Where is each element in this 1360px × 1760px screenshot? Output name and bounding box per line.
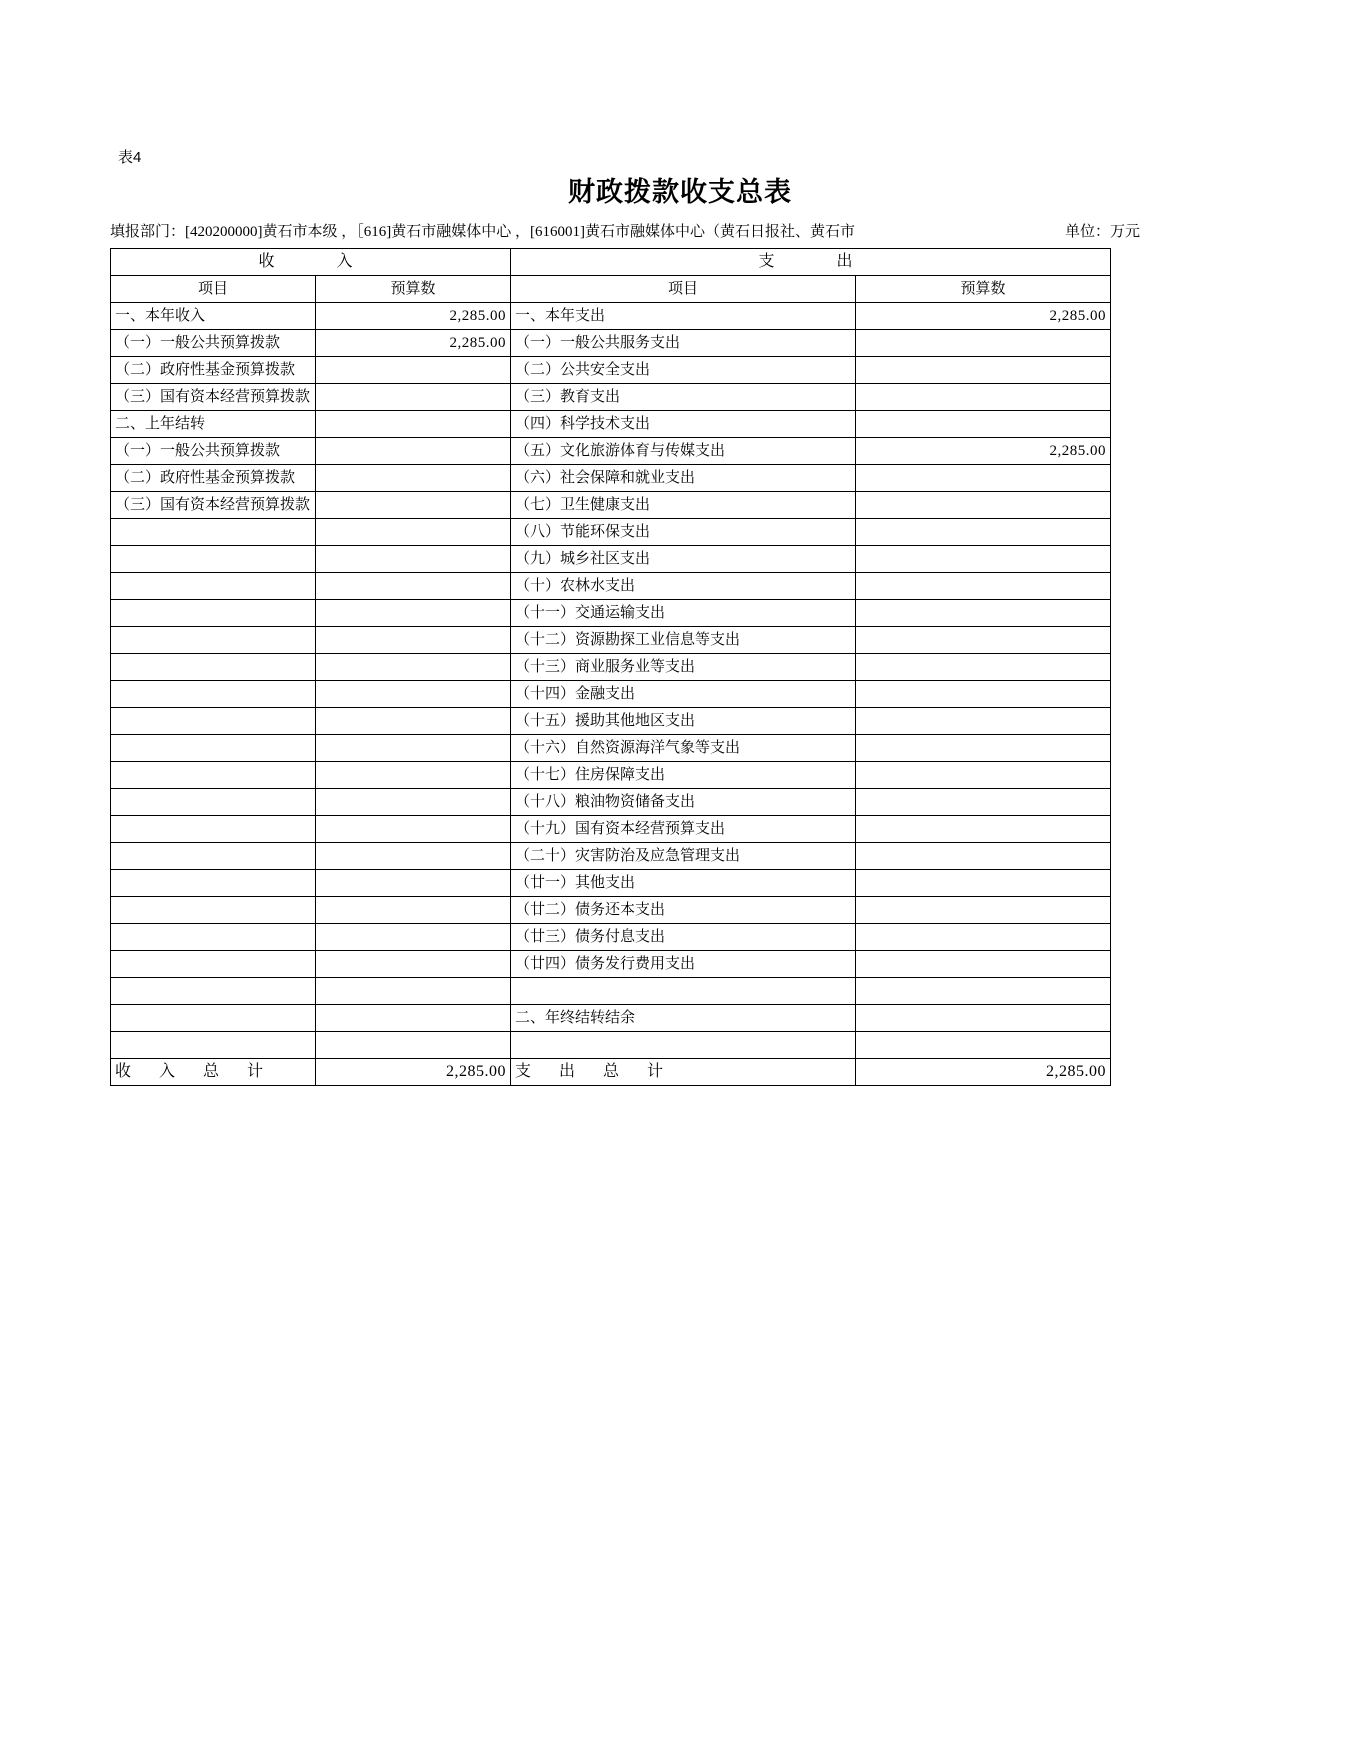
cell-income-item: （二）政府性基金预算拨款 [111,465,316,492]
cell-income-item [111,951,316,978]
cell-income-item: 一、本年收入 [111,303,316,330]
cell-expenditure-amount [856,357,1111,384]
column-header-income-amount: 预算数 [316,276,511,303]
cell-expenditure-item: （廿二）债务还本支出 [511,897,856,924]
cell-income-amount [316,762,511,789]
table-row [111,438,1111,465]
budget-table [110,248,1111,1086]
cell-expenditure-item: （十）农林水支出 [511,573,856,600]
cell-expenditure-amount [856,384,1111,411]
cell-income-amount [316,681,511,708]
meta-row [110,220,1140,242]
cell-expenditure-amount [856,330,1111,357]
table-row [111,654,1111,681]
cell-expenditure-item: （十七）住房保障支出 [511,762,856,789]
total-label-income: 收 入 总 计 [111,1059,316,1086]
cell-income-item [111,519,316,546]
cell-expenditure-amount [856,789,1111,816]
cell-expenditure-amount [856,924,1111,951]
cell-expenditure-amount [856,951,1111,978]
table-row [111,681,1111,708]
cell-income-amount [316,1005,511,1032]
table-row [111,627,1111,654]
column-header-expenditure-amount: 预算数 [856,276,1111,303]
cell-expenditure-amount [856,519,1111,546]
cell-income-item [111,627,316,654]
cell-income-item: 二、上年结转 [111,411,316,438]
cell-income-amount [316,519,511,546]
cell-expenditure-amount [856,735,1111,762]
table-row [111,330,1111,357]
table-row [111,411,1111,438]
cell-expenditure-item: 二、年终结转结余 [511,1005,856,1032]
cell-expenditure-amount [856,870,1111,897]
cell-income-amount [316,492,511,519]
cell-expenditure-amount [856,762,1111,789]
cell-income-amount: 2,285.00 [316,303,511,330]
cell-expenditure-item: （十二）资源勘探工业信息等支出 [511,627,856,654]
cell-income-item [111,600,316,627]
cell-income-amount [316,924,511,951]
cell-income-item: （二）政府性基金预算拨款 [111,357,316,384]
table-row [111,1005,1111,1032]
cell-expenditure-amount: 2,285.00 [856,303,1111,330]
cell-income-amount [316,546,511,573]
table-row [111,492,1111,519]
group-header-expenditure: 支 出 [511,249,1111,276]
cell-expenditure-amount [856,492,1111,519]
cell-expenditure-item [511,1032,856,1059]
cell-income-item [111,1032,316,1059]
table-row [111,573,1111,600]
cell-expenditure-amount [856,1005,1111,1032]
cell-income-item: （三）国有资本经营预算拨款 [111,384,316,411]
sheet-label: 表4 [118,149,142,166]
group-header-income: 收 入 [111,249,511,276]
table-row [111,519,1111,546]
table-row [111,897,1111,924]
cell-income-item: （一）一般公共预算拨款 [111,330,316,357]
table-row [111,303,1111,330]
cell-income-item: （三）国有资本经营预算拨款 [111,492,316,519]
cell-income-amount [316,465,511,492]
cell-expenditure-amount [856,897,1111,924]
total-label-expenditure: 支 出 总 计 [511,1059,856,1086]
cell-income-amount [316,654,511,681]
cell-expenditure-item: （十九）国有资本经营预算支出 [511,816,856,843]
table-row [111,843,1111,870]
table-row [111,735,1111,762]
cell-expenditure-amount [856,573,1111,600]
cell-expenditure-item: （五）文化旅游体育与传媒支出 [511,438,856,465]
cell-income-amount [316,411,511,438]
cell-income-amount [316,951,511,978]
cell-expenditure-amount [856,546,1111,573]
cell-income-item [111,708,316,735]
cell-expenditure-amount [856,681,1111,708]
table-row [111,924,1111,951]
cell-expenditure-amount [856,465,1111,492]
cell-expenditure-amount [856,978,1111,1005]
cell-expenditure-item: （六）社会保障和就业支出 [511,465,856,492]
table-row [111,600,1111,627]
unit-label: 单位：万元 [1064,224,1140,240]
cell-expenditure-item: （二）公共安全支出 [511,357,856,384]
cell-expenditure-item: （七）卫生健康支出 [511,492,856,519]
cell-expenditure-item: （九）城乡社区支出 [511,546,856,573]
page-title: 财政拨款收支总表 [568,177,792,208]
cell-income-item [111,870,316,897]
cell-expenditure-item: （八）节能环保支出 [511,519,856,546]
cell-expenditure-amount [856,411,1111,438]
cell-income-amount [316,897,511,924]
cell-expenditure-item: （十六）自然资源海洋气象等支出 [511,735,856,762]
table-row [111,762,1111,789]
total-amount-income: 2,285.00 [316,1059,511,1086]
column-header-income-item: 项目 [111,276,316,303]
cell-income-item [111,978,316,1005]
cell-income-amount [316,438,511,465]
cell-income-item [111,546,316,573]
cell-expenditure-item: （十三）商业服务业等支出 [511,654,856,681]
cell-income-item [111,1005,316,1032]
cell-income-item [111,735,316,762]
cell-expenditure-item: （三）教育支出 [511,384,856,411]
total-amount-expenditure: 2,285.00 [856,1059,1111,1086]
table-row [111,951,1111,978]
cell-expenditure-item: （二十）灾害防治及应急管理支出 [511,843,856,870]
table-row [111,708,1111,735]
table-row [111,546,1111,573]
cell-expenditure-item: （十四）金融支出 [511,681,856,708]
cell-expenditure-item: （四）科学技术支出 [511,411,856,438]
cell-income-amount [316,1032,511,1059]
cell-income-amount [316,384,511,411]
cell-expenditure-amount [856,654,1111,681]
reporting-department: 填报部门：[420200000]黄石市本级 ，［616]黄石市融媒体中心 ，[616001]黄石市融媒体中心（黄石日报社、黄石市 [110,224,855,240]
table-column-header-row [111,276,1111,303]
cell-income-item [111,897,316,924]
table-row [111,816,1111,843]
cell-expenditure-amount [856,627,1111,654]
cell-expenditure-amount [856,600,1111,627]
cell-income-amount [316,816,511,843]
cell-income-item [111,816,316,843]
cell-income-item [111,573,316,600]
cell-income-amount [316,600,511,627]
cell-expenditure-item: （十八）粮油物资储备支出 [511,789,856,816]
cell-expenditure-item: （一）一般公共服务支出 [511,330,856,357]
cell-income-amount [316,708,511,735]
cell-expenditure-item: （廿三）债务付息支出 [511,924,856,951]
table-row [111,465,1111,492]
cell-expenditure-item [511,978,856,1005]
cell-expenditure-item: （廿四）债务发行费用支出 [511,951,856,978]
cell-income-item [111,654,316,681]
table-row [111,384,1111,411]
cell-income-amount [316,357,511,384]
table-row [111,789,1111,816]
cell-income-amount [316,573,511,600]
cell-income-amount [316,627,511,654]
cell-expenditure-amount: 2,285.00 [856,438,1111,465]
cell-income-item [111,843,316,870]
table-group-header-row [111,249,1111,276]
cell-income-item: （一）一般公共预算拨款 [111,438,316,465]
cell-expenditure-amount [856,1032,1111,1059]
column-header-expenditure-item: 项目 [511,276,856,303]
cell-expenditure-amount [856,708,1111,735]
cell-expenditure-amount [856,843,1111,870]
cell-expenditure-item: （十五）援助其他地区支出 [511,708,856,735]
cell-expenditure-item: （十一）交通运输支出 [511,600,856,627]
cell-income-amount [316,978,511,1005]
table-row [111,870,1111,897]
cell-income-amount [316,789,511,816]
cell-income-amount [316,843,511,870]
cell-income-amount [316,735,511,762]
table-row [111,978,1111,1005]
cell-income-item [111,762,316,789]
cell-expenditure-item: 一、本年支出 [511,303,856,330]
cell-income-amount: 2,285.00 [316,330,511,357]
table-row [111,1032,1111,1059]
cell-expenditure-amount [856,816,1111,843]
cell-income-item [111,681,316,708]
cell-income-item [111,789,316,816]
table-row [111,357,1111,384]
cell-income-amount [316,870,511,897]
table-total-row [111,1059,1111,1086]
cell-income-item [111,924,316,951]
cell-expenditure-item: （廿一）其他支出 [511,870,856,897]
